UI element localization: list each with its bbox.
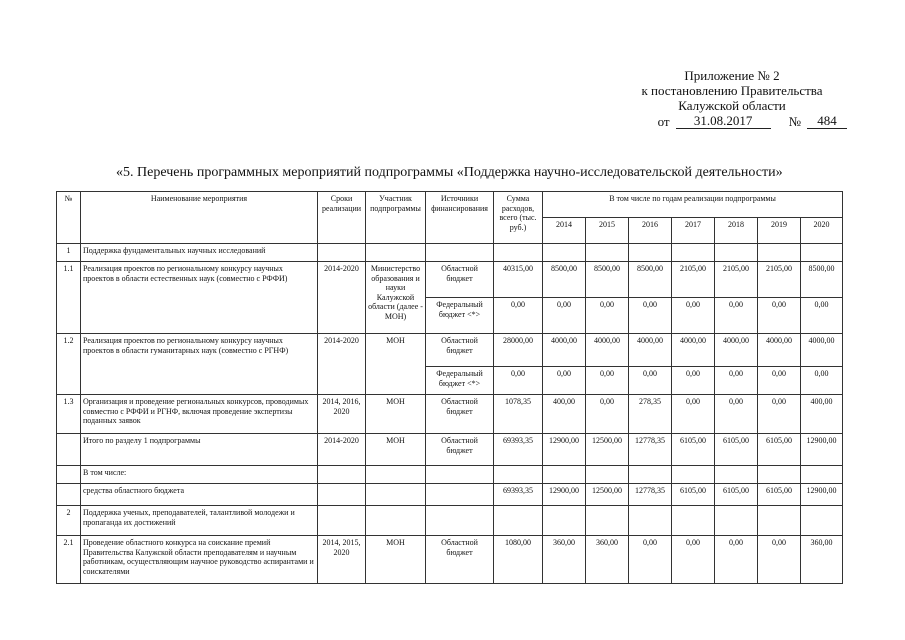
row-name: Поддержка фундаментальных научных исследований [81, 244, 318, 262]
order-date: 31.08.2017 [676, 114, 771, 129]
row-name: Организация и проведение региональных конкурсов, проводимых совместно с РФФИ и РГНФ, включая проведение экспертизы поданных заявок [81, 395, 318, 434]
row-year-value: 0,00 [672, 536, 715, 584]
row-year-value: 8500,00 [629, 262, 672, 298]
row-year-value: 4000,00 [672, 334, 715, 367]
row-year-value: 360,00 [543, 536, 586, 584]
table-row [57, 334, 843, 367]
row-year-value: 6105,00 [672, 484, 715, 506]
row-name: Реализация проектов по региональному конкурсу научных проектов в области естественных наук (совместно с РФФИ) [81, 262, 318, 334]
row-name: Итого по разделу 1 подпрограммы [81, 434, 318, 466]
row-source: Областной бюджет [426, 434, 494, 466]
row-year-value: 6105,00 [672, 434, 715, 466]
table-row [57, 434, 843, 466]
row-total: 40315,00 [494, 262, 543, 298]
row-no: 1.3 [57, 395, 81, 434]
header-year: 2018 [715, 218, 758, 244]
row-name: Проведение областного конкурса на соискание премий Правительства Калужской области преподавателям и научным работникам, осуществляющим научное руководство аспирантами и соискателями [81, 536, 318, 584]
header-year: 2015 [586, 218, 629, 244]
row-year-value: 360,00 [586, 536, 629, 584]
row-total: 28000,00 [494, 334, 543, 367]
row-year-value: 0,00 [758, 395, 801, 434]
row-year-value: 400,00 [801, 395, 843, 434]
row-year-value: 2105,00 [715, 262, 758, 298]
page-title: «5. Перечень программных мероприятий подпрограммы «Поддержка научно-исследовательской деятельности» [116, 165, 783, 180]
table-row [57, 395, 843, 434]
row-year-value: 360,00 [801, 536, 843, 584]
row-year-value: 0,00 [715, 536, 758, 584]
number-label: № [788, 114, 801, 129]
row-total: 0,00 [494, 298, 543, 334]
row-year-value: 0,00 [758, 367, 801, 395]
row-year-value: 12900,00 [543, 484, 586, 506]
row-year-value: 0,00 [629, 367, 672, 395]
row-year-value: 8500,00 [801, 262, 843, 298]
order-number: 484 [807, 114, 847, 129]
row-year-value: 4000,00 [629, 334, 672, 367]
row-year-value: 8500,00 [543, 262, 586, 298]
row-source: Областной бюджет [426, 334, 494, 367]
row-source: Областной бюджет [426, 262, 494, 298]
row-source: Федеральный бюджет <*> [426, 367, 494, 395]
header-sources: Источники финансирования [426, 192, 494, 244]
row-year-value: 0,00 [758, 298, 801, 334]
row-year-value: 2105,00 [758, 262, 801, 298]
table-row [57, 484, 843, 506]
header-year: 2017 [672, 218, 715, 244]
row-participant: МОН [366, 334, 426, 395]
header-year: 2014 [543, 218, 586, 244]
row-year-value: 0,00 [672, 395, 715, 434]
table-row [57, 466, 843, 484]
header-year: 2020 [801, 218, 843, 244]
row-year-value: 400,00 [543, 395, 586, 434]
row-terms: 2014, 2015, 2020 [318, 536, 366, 584]
row-year-value: 4000,00 [801, 334, 843, 367]
row-year-value: 6105,00 [715, 484, 758, 506]
row-year-value: 0,00 [672, 298, 715, 334]
row-name: Реализация проектов по региональному конкурсу научных проектов в области гуманитарных наук (совместно с РГНФ) [81, 334, 318, 395]
appendix-line-1: Приложение № 2 [684, 68, 780, 83]
row-no: 1 [57, 244, 81, 262]
header-year: 2016 [629, 218, 672, 244]
appendix-header [617, 68, 847, 129]
row-year-value: 12500,00 [586, 484, 629, 506]
from-label: от [657, 114, 670, 129]
row-year-value: 4000,00 [715, 334, 758, 367]
row-year-value: 0,00 [672, 367, 715, 395]
row-terms: 2014-2020 [318, 434, 366, 466]
row-total: 1080,00 [494, 536, 543, 584]
row-year-value: 6105,00 [715, 434, 758, 466]
row-year-value: 12778,35 [629, 434, 672, 466]
row-year-value: 0,00 [543, 298, 586, 334]
row-name: Поддержка ученых, преподавателей, талантливой молодежи и пропаганда их достижений [81, 506, 318, 536]
row-year-value: 0,00 [586, 395, 629, 434]
row-terms: 2014-2020 [318, 334, 366, 395]
row-total: 69393,35 [494, 434, 543, 466]
appendix-line-3: Калужской области [678, 98, 786, 113]
row-participant: МОН [366, 536, 426, 584]
row-participant: МОН [366, 395, 426, 434]
row-total: 0,00 [494, 367, 543, 395]
row-year-value: 2105,00 [672, 262, 715, 298]
header-terms: Сроки реализации [318, 192, 366, 244]
row-year-value: 0,00 [629, 536, 672, 584]
row-year-value: 0,00 [543, 367, 586, 395]
table-row [57, 262, 843, 298]
row-year-value: 12900,00 [801, 434, 843, 466]
row-year-value: 12500,00 [586, 434, 629, 466]
row-source: Федеральный бюджет <*> [426, 298, 494, 334]
row-year-value: 8500,00 [586, 262, 629, 298]
row-participant: Министерство образования и науки Калужской области (далее - МОН) [366, 262, 426, 334]
order-date-number [617, 114, 847, 129]
row-source: Областной бюджет [426, 536, 494, 584]
table-row [57, 506, 843, 536]
row-year-value: 12900,00 [801, 484, 843, 506]
row-terms: 2014-2020 [318, 262, 366, 334]
row-year-value: 0,00 [758, 536, 801, 584]
header-no: № [57, 192, 81, 244]
row-year-value: 6105,00 [758, 434, 801, 466]
row-year-value: 6105,00 [758, 484, 801, 506]
row-no: 1.1 [57, 262, 81, 334]
row-terms: 2014, 2016, 2020 [318, 395, 366, 434]
row-year-value: 278,35 [629, 395, 672, 434]
table-row [57, 244, 843, 262]
row-total: 1078,35 [494, 395, 543, 434]
header-years-group: В том числе по годам реализации подпрограммы [543, 192, 843, 218]
row-no: 1.2 [57, 334, 81, 395]
row-participant: МОН [366, 434, 426, 466]
row-year-value: 4000,00 [586, 334, 629, 367]
row-no: 2 [57, 506, 81, 536]
row-name: средства областного бюджета [81, 484, 318, 506]
appendix-line-2: к постановлению Правительства [641, 83, 823, 98]
row-no: 2.1 [57, 536, 81, 584]
row-year-value: 0,00 [801, 367, 843, 395]
table-row [57, 536, 843, 584]
row-year-value: 0,00 [586, 367, 629, 395]
header-year: 2019 [758, 218, 801, 244]
row-year-value: 4000,00 [758, 334, 801, 367]
row-year-value: 0,00 [715, 395, 758, 434]
row-year-value: 4000,00 [543, 334, 586, 367]
header-participant: Участник подпрограммы [366, 192, 426, 244]
row-year-value: 0,00 [629, 298, 672, 334]
row-name: В том числе: [81, 466, 318, 484]
header-total: Сумма расходов, всего (тыс. руб.) [494, 192, 543, 244]
row-year-value: 0,00 [715, 298, 758, 334]
measures-table [56, 191, 843, 584]
row-year-value: 12900,00 [543, 434, 586, 466]
row-year-value: 12778,35 [629, 484, 672, 506]
header-name: Наименование мероприятия [81, 192, 318, 244]
row-year-value: 0,00 [586, 298, 629, 334]
row-total: 69393,35 [494, 484, 543, 506]
row-year-value: 0,00 [801, 298, 843, 334]
row-source: Областной бюджет [426, 395, 494, 434]
row-year-value: 0,00 [715, 367, 758, 395]
